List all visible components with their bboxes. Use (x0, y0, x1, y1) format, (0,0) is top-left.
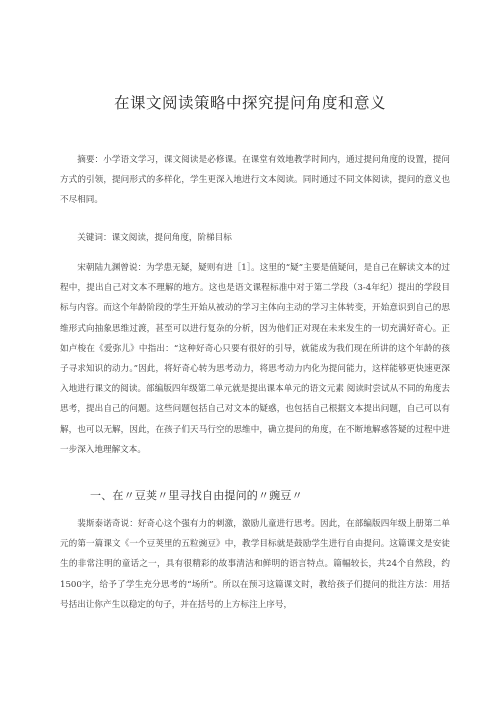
intro-paragraph: 宋朝陆九渊曾说：为学患无疑，疑则有进［1］。这里的“疑”主要是值疑问，是自己在解读文本的过程中，提出自己对文本不理解的地方。这也是语文课程标准中对于第二学段（3-4年纪）提出的学段目标与内容。而这个年龄阶段的学生开始从被动的学习主体向主动的学习主体转变，开始意识到自己的思维形式向抽象思维过渡，甚至可以进行复杂的分析，因为他们正对现在未来发生的一切充满好奇心。正如卢梭在《爱弥儿》中指出：“这种好奇心只要有很好的引导，就能成为我们现在所讲的这个年龄的孩子寻求知识的动力。”因此，将好奇心转为思考动力，将思考动力内化为提问能力，这样能够更快速更深入地进行课文的阅读。部编版四年级第二单元就是提出课本单元的语文元素 阅读时尝试从不同的角度去思考，提出自己的问题。这些问题包括自己对文本的疑惑，也包括自己根据文本提出问题，自己可以有解，也可以无解，因此，在孩子们天马行空的思维中，确立提问的角度，在不断地解惑答疑的过程中进一步深入地理解文本。 (60, 263, 450, 455)
abstract-paragraph: 摘要：小学语文学习，课文阅读是必修课。在课堂有效地教学时间内，通过提问角度的设置，提问方式的引领，提问形式的多样化，学生更深入地进行文本阅读。同时通过不同文体阅读，提问的意义也不尽相同。 (60, 155, 450, 206)
section-1-paragraph: 裴斯泰诺奇说：好奇心这个强有力的刺激，激励儿童进行思考。因此，在部编版四年级上册第二单元的第一篇课文《一个豆荚里的五粒豌豆》中，教学目标就是鼓励学生进行自由提问。这篇课文是安徒生的非常注明的童话之一，具有很精彩的故事清洁和鲜明的语言特点。篇幅较长，共24个自然段，约1500字，给予了学生充分思考的“场所”。所以在预习这篇课文时，教给孩子们提问的批注方法：用括号括出让你产生以稳定的句子，并在括号的上方标注上序号， (60, 519, 450, 610)
page-title: 在课文阅读策略中探究提问角度和意义 (113, 94, 386, 112)
keywords-paragraph: 关键词：课文阅读，提问角度，阶梯目标 (77, 233, 232, 243)
section-heading-1: 一、在〃豆荚〃里寻找自由提问的〃豌豆〃 (90, 489, 303, 502)
